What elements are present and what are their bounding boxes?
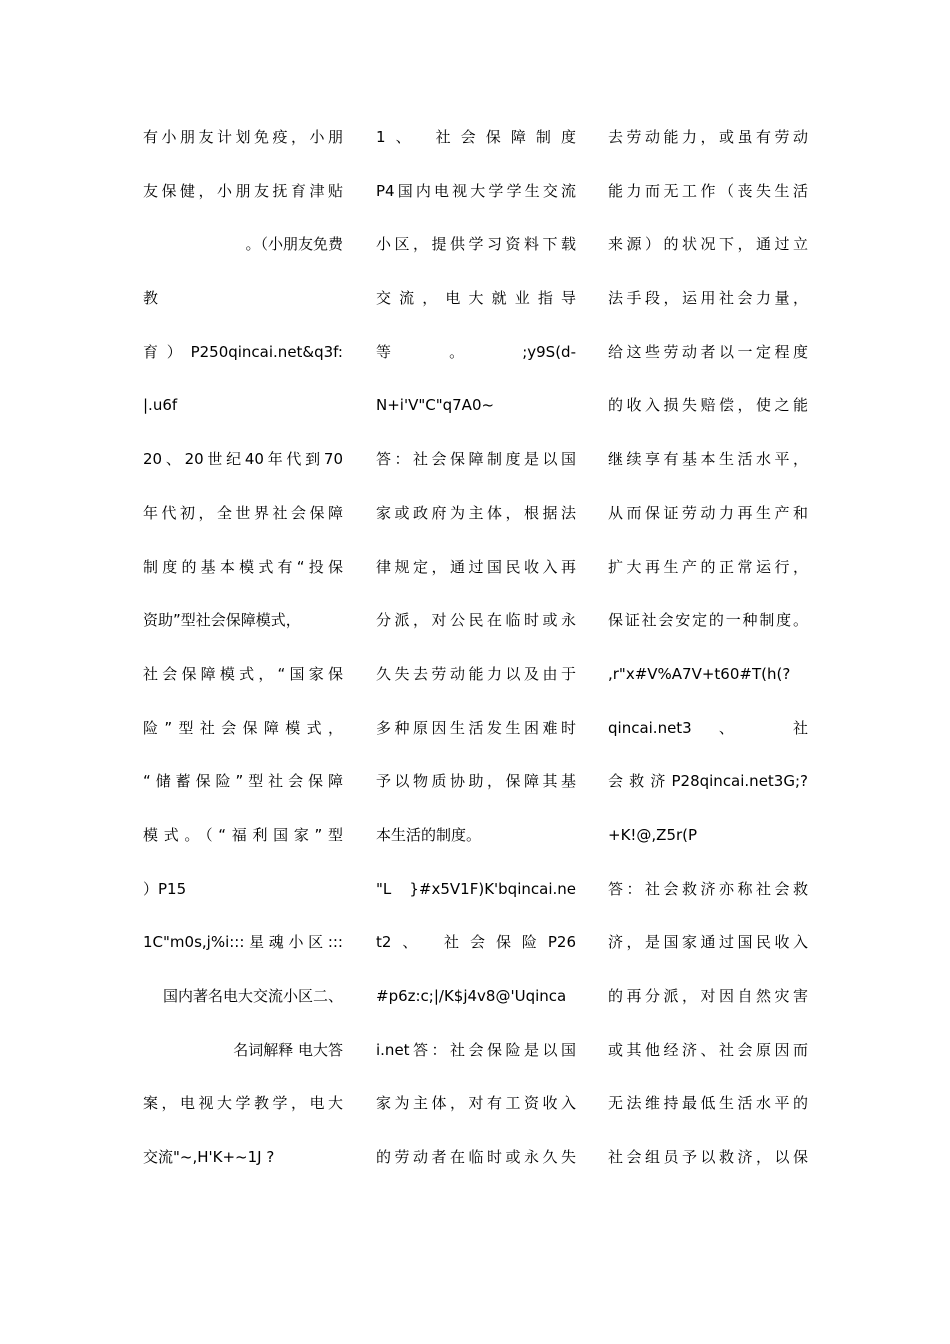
text-line: 案，电视大学教学，电大 [143, 1094, 343, 1113]
text-line: t2、 社会保险P26 [376, 933, 576, 952]
text-column-2 [376, 124, 576, 1198]
text-line: 的再分派，对因自然灾害 [608, 987, 808, 1005]
text-line: 多种原因生活发生困难时 [376, 718, 576, 737]
text-line: 的收入损失赔偿，使之能 [608, 396, 808, 415]
text-line: 交流"~,H'K+~1J ? [143, 1148, 275, 1167]
text-line: 1、 社会保障制度 [376, 128, 576, 146]
text-line: 从而保证劳动力再生产和 [608, 503, 808, 522]
text-line: 20、20世纪40年代到70 [143, 450, 343, 469]
text-line: +K!@,Z5r(P [608, 825, 698, 844]
text-line: 予以物质协助，保障其基 [376, 772, 576, 791]
text-line: 给这些劳动者以一定程度 [608, 342, 808, 361]
text-line: "L }#x5V1F)K'bqincai.ne [376, 879, 576, 898]
text-line: 答：社会救济亦称社会救 [608, 879, 808, 898]
text-column-3 [608, 124, 808, 1198]
text-line: 险”型社会保障模式， [143, 718, 343, 737]
text-line: qincai.net3、 社 [608, 718, 808, 737]
text-line: 法手段，运用社会力量， [608, 289, 808, 308]
text-line: 继续享有基本生活水平， [608, 450, 808, 469]
text-line: 家或政府为主体，根据法 [376, 503, 576, 522]
text-line: 。（小朋友免费 [245, 235, 343, 254]
text-line: 来源）的状况下，通过立 [608, 235, 808, 254]
text-line: “储蓄保险”型社会保障 [143, 772, 343, 791]
text-line: 会救济P28qincai.net3G;? [608, 772, 808, 791]
text-line: 本生活的制度。 [376, 825, 482, 844]
text-line: 答：社会保障制度是以国 [376, 450, 576, 469]
text-line: 年代初，全世界社会保障 [143, 503, 343, 522]
text-line: 分派，对公民在临时或永 [376, 611, 576, 630]
text-line: 的劳动者在临时或永久失 [376, 1148, 576, 1167]
text-line: 律规定，通过国民收入再 [376, 557, 576, 576]
text-line: 交流，电大就业指导 [376, 289, 576, 308]
text-line: 家为主体，对有工资收入 [376, 1094, 576, 1113]
text-line: ）P15 [143, 879, 187, 898]
text-line: 育）P250qincai.net&q3f: [143, 342, 343, 361]
text-column-1 [143, 124, 343, 1198]
text-line: 等 。 ;y9S(d- [376, 342, 576, 361]
text-line: 友保健，小朋友抚育津贴 [143, 181, 343, 200]
text-line: P4国内电视大学学生交流 [376, 181, 576, 200]
text-line: 能力而无工作（丧失生活 [608, 181, 808, 200]
text-line: 1C"m0s,j%i:::星魂小区::: [143, 933, 343, 952]
text-line: 名词解释 电大答 [233, 1040, 343, 1059]
text-line: 保证社会安定的一种制度。 [608, 611, 808, 630]
text-line: 社会保障模式，“国家保 [143, 664, 343, 683]
text-line: 或其他经济、社会原因而 [608, 1040, 808, 1059]
text-line: 小区，提供学习资料下载 [376, 235, 576, 254]
text-line: 无法维持最低生活水平的 [608, 1094, 808, 1113]
text-line: 国内著名电大交流小区二、 [162, 987, 343, 1005]
text-line: 模式。（“福利国家”型 [143, 825, 343, 844]
text-line: N+i'V"C"q7A0~ [376, 396, 495, 415]
text-line: 社会组员予以救济，以保 [608, 1148, 808, 1167]
text-line: 有小朋友计划免疫，小朋 [143, 128, 343, 146]
text-line: 资助”型社会保障模式， [143, 611, 301, 630]
text-line: 久失去劳动能力以及由于 [376, 664, 576, 683]
text-line: 制度的基本模式有“投保 [143, 557, 343, 576]
text-line: 去劳动能力，或虽有劳动 [608, 128, 808, 146]
text-line: #p6z:c;|/K$j4v8@'Uqinca [376, 987, 567, 1005]
text-line: 济，是国家通过国民收入 [608, 933, 808, 952]
text-line: i.net答：社会保险是以国 [376, 1040, 576, 1059]
text-line: ,r"x#V%A7V+t60#T(h(? [608, 664, 791, 683]
text-line: |.u6f [143, 396, 178, 415]
text-line: 教 [143, 289, 159, 308]
text-line: 扩大再生产的正常运行， [608, 557, 808, 576]
